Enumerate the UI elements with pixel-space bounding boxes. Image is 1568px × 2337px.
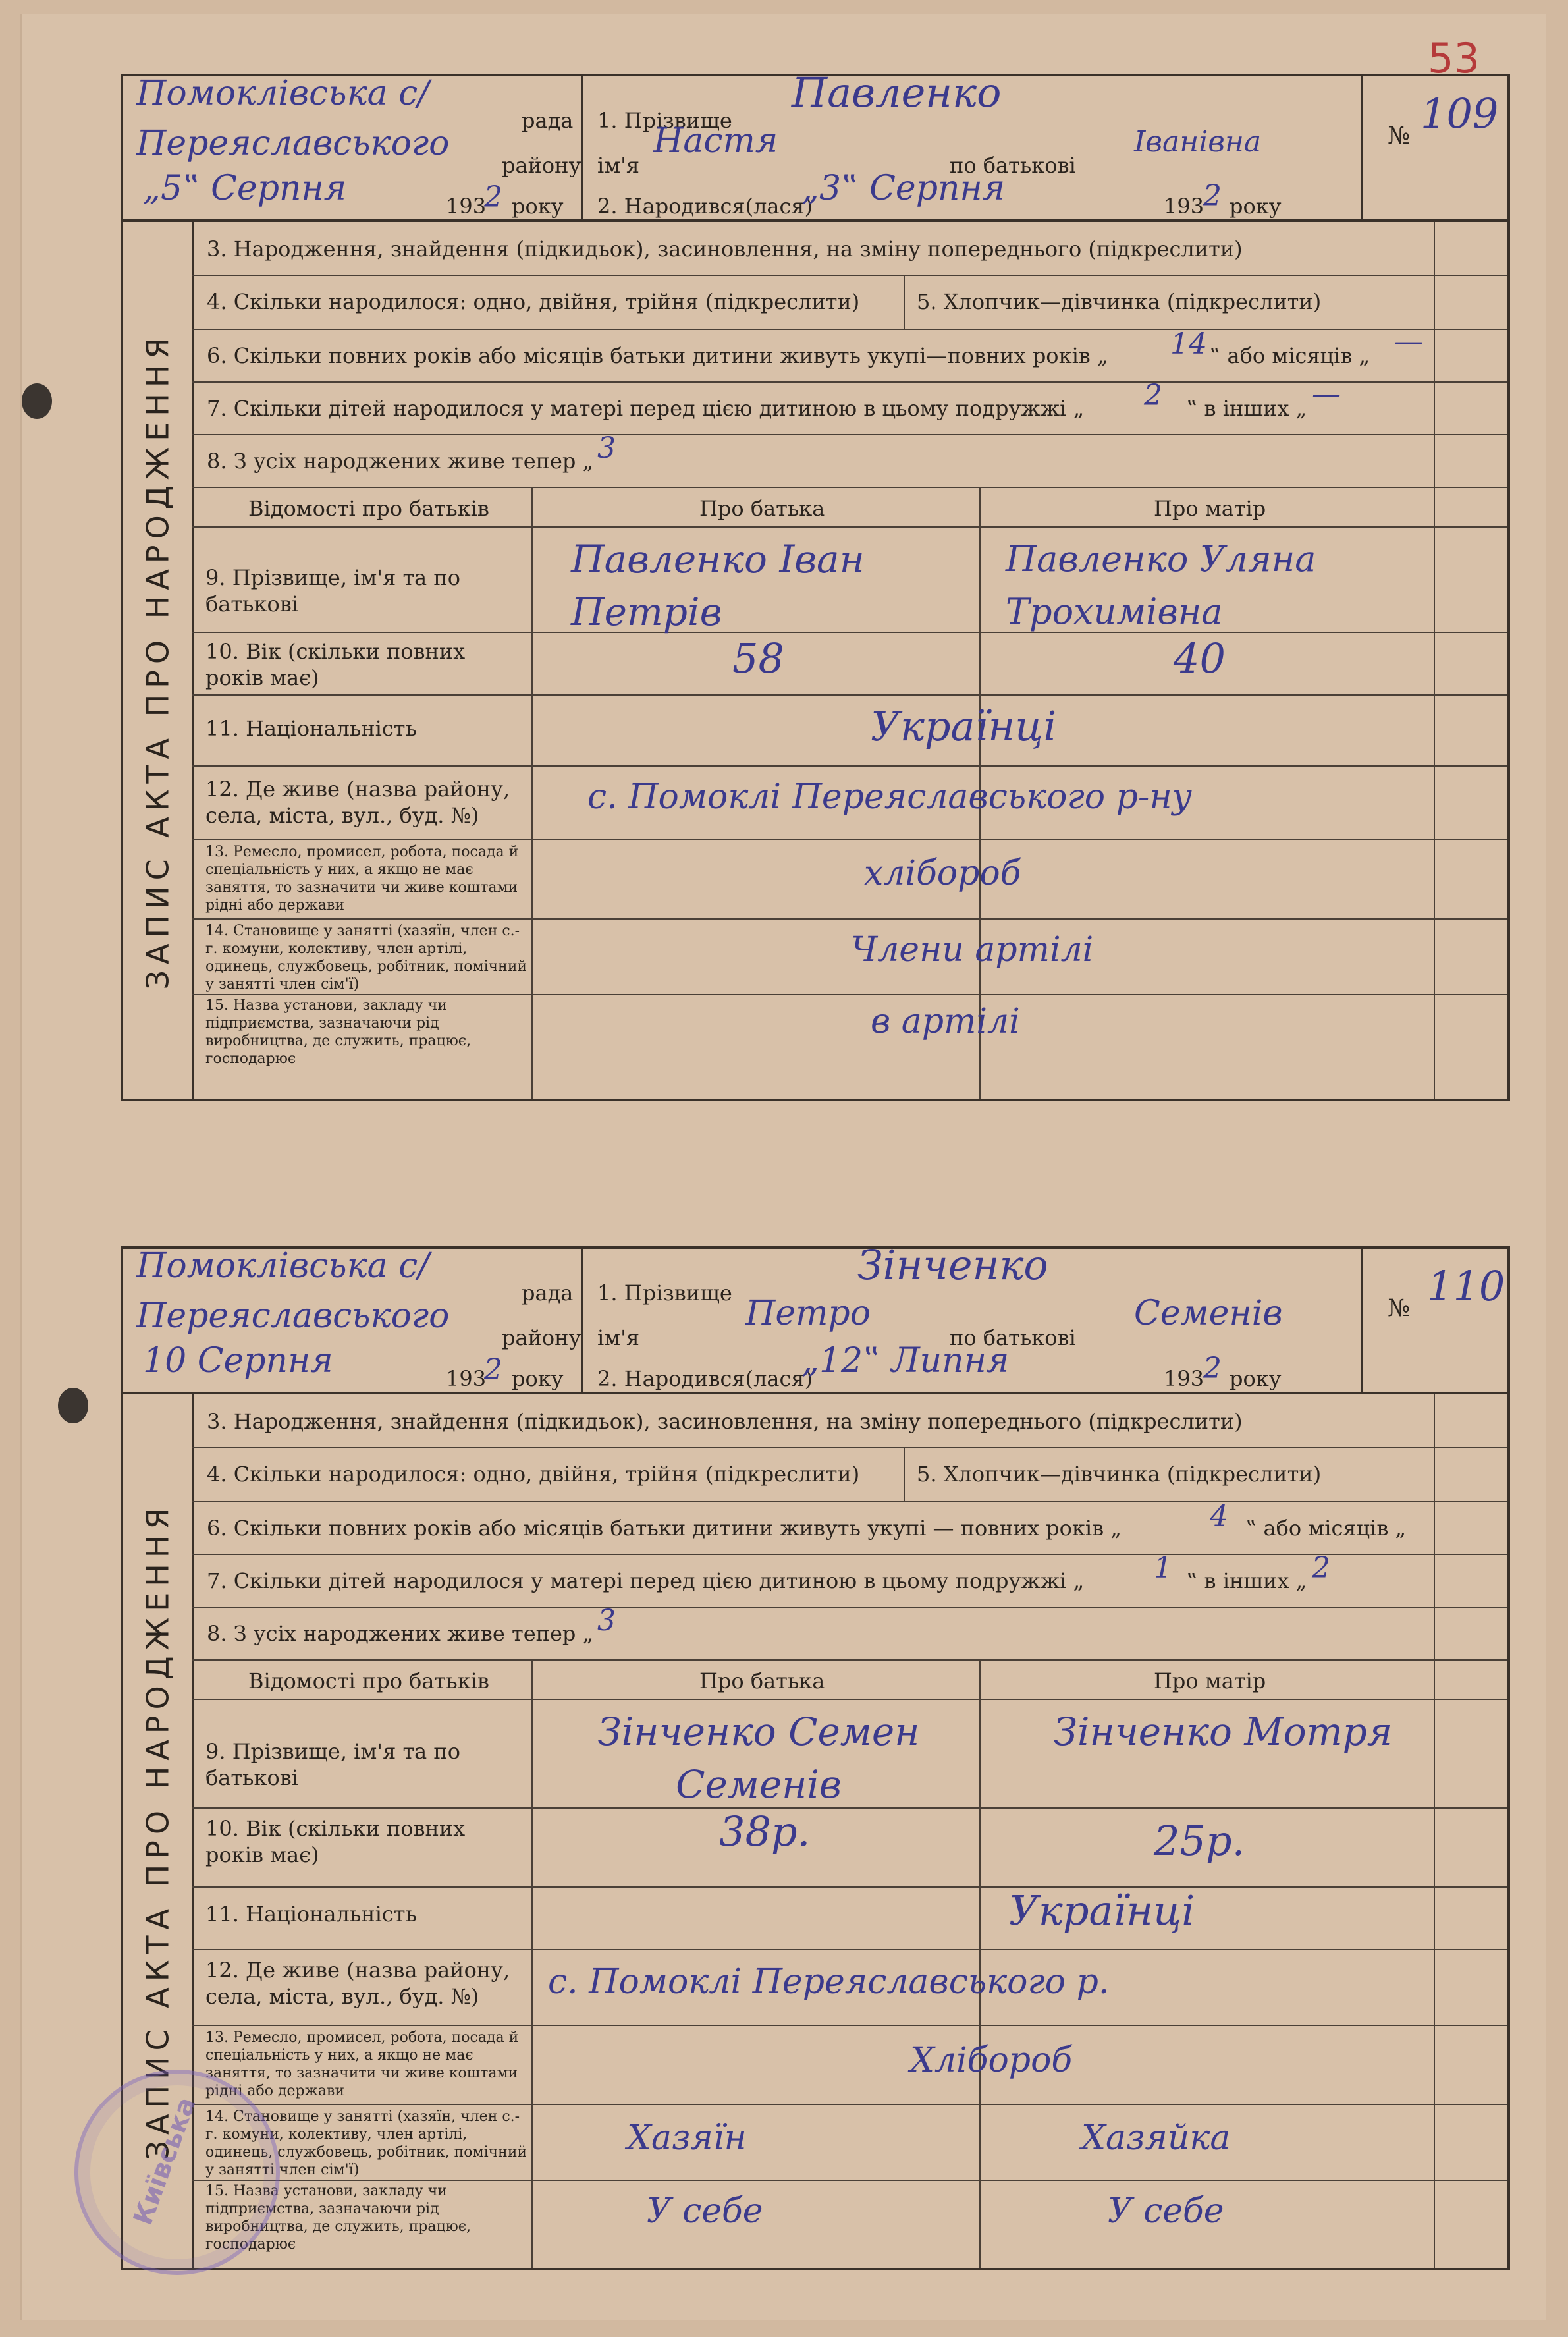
label-row-12: 12. Де живе (назва району, села, міста, вул., буд. №) bbox=[205, 777, 510, 828]
label-row-9: 9. Прізвище, ім'я та по батькові bbox=[205, 1739, 460, 1790]
birth-year-digit: 2 bbox=[1203, 179, 1222, 213]
mother-employment-status-handwritten: Хазяйка bbox=[1081, 2118, 1231, 2158]
punch-hole bbox=[58, 1388, 88, 1423]
document-page bbox=[20, 14, 1546, 2320]
mother-age-handwritten: 40 bbox=[1174, 634, 1226, 682]
row-7-text: 7. Скільки дітей народилося у матері перед цією дитиною в цьому подружжі „ bbox=[207, 396, 1085, 421]
column-header-father: Про батька bbox=[699, 1668, 825, 1693]
official-stamp bbox=[74, 2070, 280, 2275]
occupation-handwritten: хлібороб bbox=[864, 854, 1021, 893]
living-children-handwritten: 3 bbox=[597, 1604, 616, 1637]
label-row-11: 11. Національність bbox=[205, 1902, 417, 1927]
row-6-text: 6. Скільки повних років або місяців батьки дитини живуть укупі—повних років „ bbox=[207, 343, 1108, 368]
label-row-13: 13. Ремесло, промисел, робота, посада й спеціальність у них, а якщо не має заняття, то зазначити чи живе коштами рідні або держави bbox=[205, 844, 519, 914]
birth-date-handwritten: „3‟ Серпня bbox=[801, 169, 1006, 208]
workplace-handwritten: в артілі bbox=[871, 1002, 1020, 1041]
surname-label: 1. Прізвище bbox=[597, 1280, 732, 1306]
birth-year-digit: 2 bbox=[1203, 1352, 1222, 1385]
row-7 bbox=[192, 377, 1507, 435]
council-label: рада bbox=[522, 1280, 574, 1306]
year-label: року bbox=[512, 194, 564, 219]
mother-name-handwritten: Зінченко Мотря bbox=[1053, 1709, 1393, 1754]
number-sign: № bbox=[1388, 123, 1411, 150]
children-this-marriage-handwritten: 2 bbox=[1144, 379, 1162, 412]
employment-status-handwritten: Члени артілі bbox=[851, 930, 1094, 970]
record-body bbox=[121, 222, 1510, 1101]
district-label: району bbox=[502, 153, 581, 178]
row-6 bbox=[192, 325, 1507, 383]
child-surname-handwritten: Павленко bbox=[792, 69, 1002, 117]
living-children-handwritten: 3 bbox=[597, 431, 616, 465]
parents-table bbox=[192, 1659, 1507, 2268]
label-row-15: 15. Назва установи, закладу чи підприємства, зазначаючи рід виробництва, де служить, працює, господарює bbox=[205, 2183, 472, 2253]
registration-date-handwritten: 10 Серпня bbox=[143, 1341, 333, 1381]
father-name-handwritten: Павленко Іван Петрів bbox=[571, 537, 865, 634]
row-3-text: 3. Народження, знайдення (підкидьок), засиновлення, на зміну попереднього (підкреслити) bbox=[207, 1409, 1243, 1434]
child-given-name-handwritten: Петро bbox=[745, 1294, 871, 1333]
year-prefix: 193 bbox=[446, 1366, 487, 1391]
child-identity-cell bbox=[581, 69, 1363, 219]
residence-handwritten: с. Помоклі Переяславського р. bbox=[548, 1962, 1110, 2002]
column-header-mother: Про матір bbox=[1154, 496, 1266, 521]
side-title-text: ЗАПИС АКТА ПРО НАРОДЖЕННЯ bbox=[140, 331, 176, 989]
father-age-handwritten: 38р. bbox=[719, 1807, 811, 1856]
registry-office-cell bbox=[123, 1246, 583, 1392]
year-prefix: 193 bbox=[1164, 1366, 1204, 1391]
row-7-other-text: ‟ в інших „ bbox=[1187, 1568, 1307, 1593]
council-name-handwritten: Помоклівська с/ bbox=[136, 1246, 429, 1286]
record-number-handwritten: 110 bbox=[1427, 1262, 1505, 1310]
row-5-text: 5. Хлопчик—дівчинка (підкреслити) bbox=[917, 289, 1322, 314]
year-label: року bbox=[1230, 1366, 1282, 1391]
label-row-15: 15. Назва установи, закладу чи підприємства, зазначаючи рід виробництва, де служить, працює, господарює bbox=[205, 997, 472, 1067]
label-row-14: 14. Становище у занятті (хазяїн, член с.-г. комуни, колективу, член артілі, одинець, службовець, робітник, помічний у занятті член сім'ї) bbox=[205, 923, 527, 993]
label-row-9: 9. Прізвище, ім'я та по батькові bbox=[205, 565, 460, 617]
row-3 bbox=[192, 1394, 1507, 1448]
year-prefix: 193 bbox=[1164, 194, 1204, 219]
row-6-months-text: ‟ або місяців „ bbox=[1246, 1516, 1407, 1541]
label-row-13: 13. Ремесло, промисел, робота, посада й спеціальність у них, а якщо не має заняття, то зазначити чи живе коштами рідні або держави bbox=[205, 2029, 519, 2099]
row-8 bbox=[192, 431, 1507, 488]
row-4-text: 4. Скільки народилося: одно, двійня, трійня (підкреслити) bbox=[207, 289, 860, 314]
child-given-name-handwritten: Настя bbox=[653, 121, 778, 161]
district-name-handwritten: Переяславського bbox=[136, 124, 450, 163]
parents-table bbox=[192, 487, 1507, 1099]
row-5-text: 5. Хлопчик—дівчинка (підкреслити) bbox=[917, 1462, 1322, 1487]
row-3 bbox=[192, 222, 1507, 276]
row-6-months-text: ‟ або місяців „ bbox=[1210, 343, 1370, 368]
children-this-marriage-handwritten: 1 bbox=[1154, 1551, 1172, 1585]
registration-year-digit: 2 bbox=[484, 1353, 502, 1387]
patronymic-label: по батькові bbox=[950, 1325, 1076, 1350]
number-sign: № bbox=[1388, 1295, 1411, 1322]
label-row-11: 11. Національність bbox=[205, 716, 417, 741]
row-8-text: 8. З усіх народжених живе тепер „ bbox=[207, 1621, 594, 1646]
record-number-handwritten: 109 bbox=[1420, 90, 1499, 138]
birth-date-handwritten: „12‟ Липня bbox=[801, 1341, 1010, 1381]
stamp-text: Київська bbox=[128, 2093, 202, 2230]
given-name-label: ім'я bbox=[597, 1325, 640, 1350]
side-title bbox=[123, 222, 194, 1099]
council-name-handwritten: Помоклівська с/ bbox=[136, 74, 429, 113]
column-header-father: Про батька bbox=[699, 496, 825, 521]
mother-age-handwritten: 25р. bbox=[1154, 1817, 1245, 1865]
patronymic-label: по батькові bbox=[950, 153, 1076, 178]
row-3-text: 3. Народження, знайдення (підкидьок), засиновлення, на зміну попереднього (підкреслити) bbox=[207, 236, 1243, 261]
column-header-mother: Про матір bbox=[1154, 1668, 1266, 1693]
born-label: 2. Народився(лася) bbox=[597, 194, 813, 219]
occupation-handwritten: Хлібороб bbox=[910, 2041, 1073, 2080]
record-header bbox=[121, 1241, 1510, 1394]
nationality-handwritten: Українці bbox=[871, 702, 1057, 750]
punch-hole bbox=[22, 383, 52, 419]
child-patronymic-handwritten: Семенів bbox=[1134, 1294, 1283, 1333]
record-number-cell bbox=[1361, 1249, 1507, 1392]
year-label: року bbox=[1230, 194, 1282, 219]
record-body bbox=[121, 1394, 1510, 2270]
row-6 bbox=[192, 1501, 1507, 1555]
row-6-text: 6. Скільки повних років або місяців батьки дитини живуть укупі — повних років „ bbox=[207, 1516, 1122, 1541]
row-8-text: 8. З усіх народжених живе тепер „ bbox=[207, 449, 594, 474]
district-name-handwritten: Переяславського bbox=[136, 1296, 450, 1336]
years-together-handwritten: 14 bbox=[1170, 327, 1207, 361]
row-8 bbox=[192, 1604, 1507, 1661]
year-prefix: 193 bbox=[446, 194, 487, 219]
row-7 bbox=[192, 1551, 1507, 1608]
registration-date-handwritten: „5‟ Серпня bbox=[143, 169, 347, 208]
row-4-5 bbox=[192, 1447, 1507, 1502]
mother-name-handwritten: Павленко Уляна Трохимівна bbox=[1006, 538, 1316, 632]
year-label: року bbox=[512, 1366, 564, 1391]
record-header bbox=[121, 69, 1510, 222]
born-label: 2. Народився(лася) bbox=[597, 1366, 813, 1391]
years-together-handwritten: 4 bbox=[1210, 1500, 1228, 1533]
months-together-handwritten: — bbox=[1394, 325, 1423, 358]
label-row-10: 10. Вік (скільки повних років має) bbox=[205, 1816, 466, 1867]
district-label: району bbox=[502, 1325, 581, 1350]
father-workplace-handwritten: У себе bbox=[647, 2191, 763, 2231]
archive-page-number: 53 bbox=[1428, 34, 1480, 82]
given-name-label: ім'я bbox=[597, 153, 640, 178]
father-age-handwritten: 58 bbox=[732, 634, 784, 682]
row-4-5 bbox=[192, 275, 1507, 330]
side-title-text: ЗАПИС АКТА ПРО НАРОДЖЕННЯ bbox=[140, 1502, 176, 2160]
children-other-handwritten: — bbox=[1312, 377, 1341, 411]
registry-office-cell bbox=[123, 76, 583, 219]
column-header-info: Відомості про батьків bbox=[248, 496, 489, 521]
children-other-handwritten: 2 bbox=[1312, 1551, 1330, 1585]
surname-label: 1. Прізвище bbox=[597, 108, 732, 133]
child-identity-cell bbox=[581, 1241, 1363, 1392]
father-employment-status-handwritten: Хазяїн bbox=[627, 2118, 747, 2158]
child-surname-handwritten: Зінченко bbox=[857, 1241, 1048, 1289]
row-7-text: 7. Скільки дітей народилося у матері перед цією дитиною в цьому подружжі „ bbox=[207, 1568, 1085, 1593]
record-number-cell bbox=[1361, 76, 1507, 219]
nationality-handwritten: Українці bbox=[1009, 1886, 1195, 1935]
father-name-handwritten: Зінченко Семен Семенів bbox=[597, 1709, 920, 1807]
row-4-text: 4. Скільки народилося: одно, двійня, трійня (підкреслити) bbox=[207, 1462, 860, 1487]
mother-workplace-handwritten: У себе bbox=[1108, 2191, 1224, 2231]
label-row-14: 14. Становище у занятті (хазяїн, член с.-г. комуни, колективу, член артілі, одинець, службовець, робітник, помічний у занятті член сім'ї) bbox=[205, 2108, 527, 2178]
label-row-10: 10. Вік (скільки повних років має) bbox=[205, 639, 466, 690]
row-7-other-text: ‟ в інших „ bbox=[1187, 396, 1307, 421]
birth-record-109 bbox=[121, 69, 1517, 1101]
birth-record-110 bbox=[121, 1241, 1517, 2270]
column-header-info: Відомості про батьків bbox=[248, 1668, 489, 1693]
residence-handwritten: с. Помоклі Переяславського р-ну bbox=[587, 777, 1192, 817]
council-label: рада bbox=[522, 108, 574, 133]
label-row-12: 12. Де живе (назва району, села, міста, вул., буд. №) bbox=[205, 1958, 510, 2009]
child-patronymic-handwritten: Іванівна bbox=[1134, 125, 1262, 159]
registration-year-digit: 2 bbox=[484, 180, 502, 214]
